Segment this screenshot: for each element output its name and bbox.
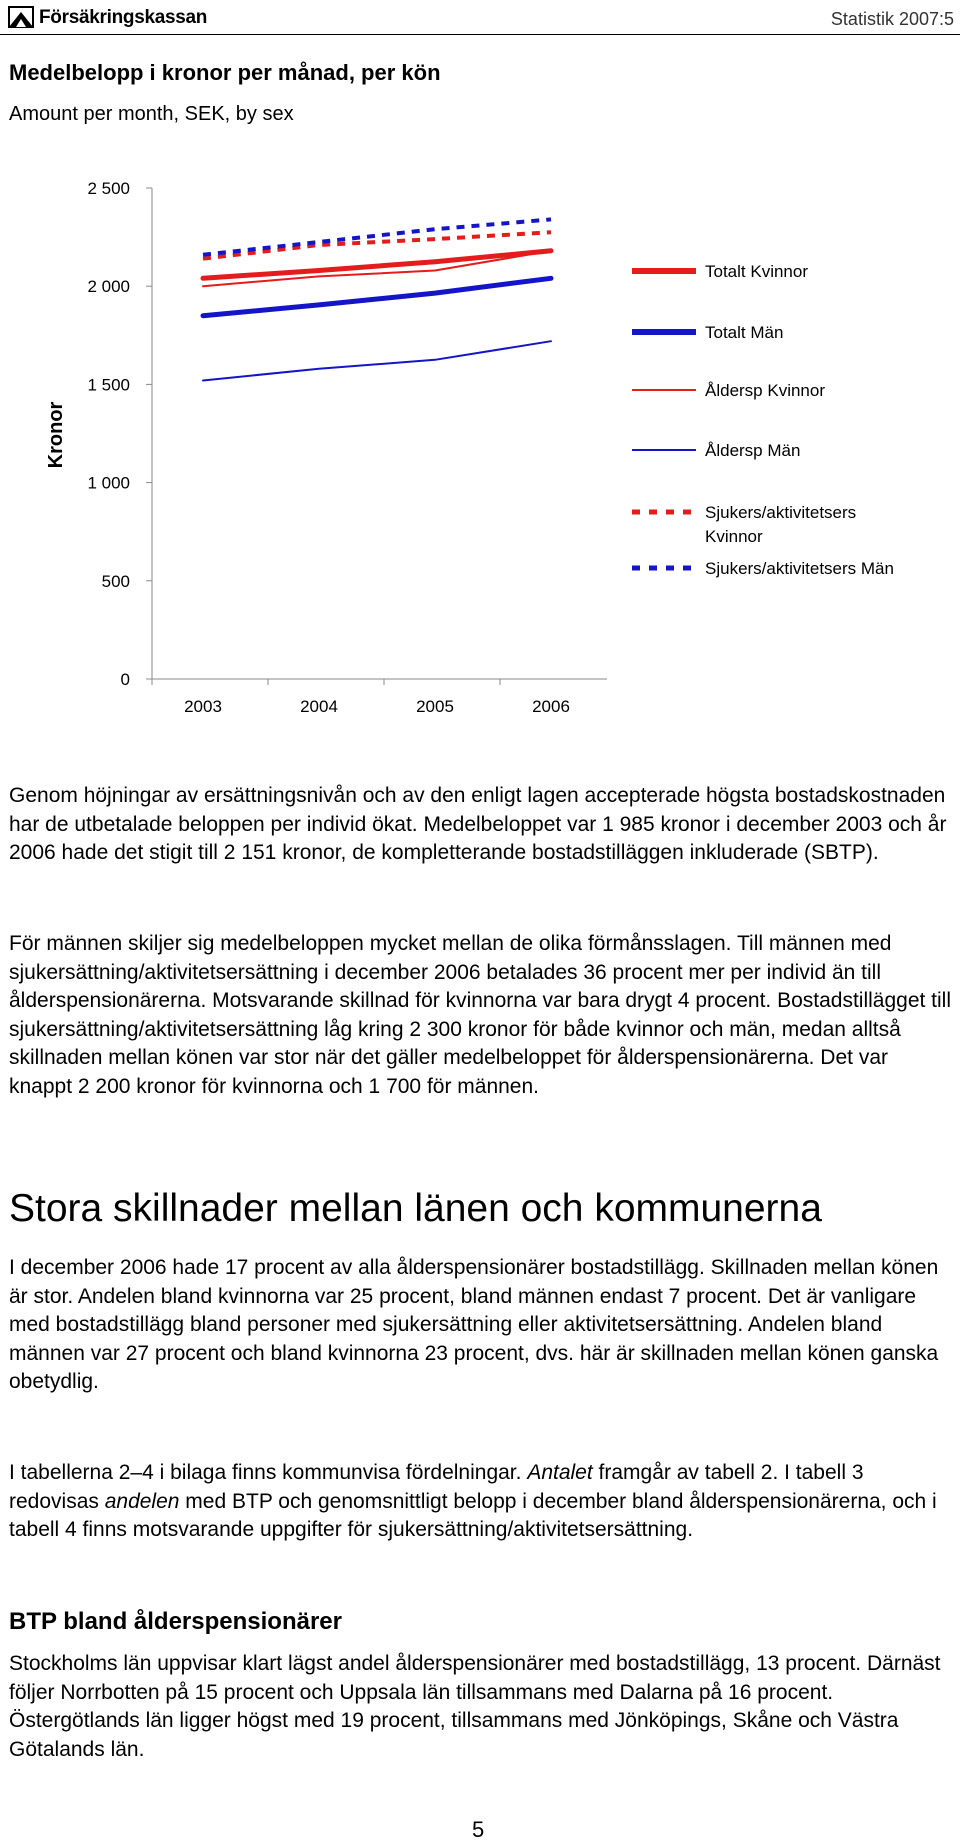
org-name: Försäkringskassan bbox=[39, 7, 208, 28]
paragraph-4-part-e: med BTP och genomsnittligt belopp i december bland ålderspensionärerna, och i tabell 4 finns motsvarande uppgifter för sjukersättning/aktivitetsersättning. bbox=[9, 1489, 937, 1541]
paragraph-2: För männen skiljer sig medelbeloppen mycket mellan de olika förmånsslagen. Till männen med sjukersättning/aktivitetsersättning i december 2006 betalades 36 procent mer per individ än till ålderspensionärerna. Motsvarande skillnad för kvinnorna var bara drygt 4 procent. Bostadstillägget till sjukersättning/aktivitetsersättning låg kring 2 300 kronor för både kvinnor och män, medan alltså skillnaden mellan könen var stor när det gäller medelbeloppet för ålderspensionärerna. Det var knappt 2 200 kronor för kvinnorna och 1 700 för männen. bbox=[9, 932, 952, 1098]
y-tick-label: 1 000 bbox=[87, 473, 130, 493]
series-line bbox=[203, 278, 551, 315]
paragraph-4-emphasis-andelen: andelen bbox=[104, 1489, 180, 1513]
x-tick-label: 2004 bbox=[300, 697, 338, 716]
x-tick-label: 2005 bbox=[416, 697, 454, 716]
figure-title: Medelbelopp i kronor per månad, per kön bbox=[9, 60, 441, 85]
legend-label: Åldersp Kvinnor bbox=[705, 381, 826, 400]
y-tick-label: 500 bbox=[101, 571, 130, 591]
header-rule bbox=[0, 34, 960, 35]
legend-label: Totalt Män bbox=[705, 323, 784, 342]
y-tick-label: 1 500 bbox=[87, 375, 130, 395]
paragraph-4 bbox=[9, 1459, 954, 1545]
paragraph-5: Stockholms län uppvisar klart lägst andel ålderspensionärer med bostadstillägg, 13 procent. Därnäst följer Norrbotten på 15 procent och Uppsala län tillsammans med Dalarna på 16 procent. Östergötlands län ligger högst med 19 procent, tillsammans med Jönköpings, Skåne och Västra Götalands län. bbox=[9, 1652, 941, 1761]
paragraph-4-emphasis-antalet: Antalet bbox=[527, 1461, 593, 1484]
subsection-heading: BTP bland ålderspensionärer bbox=[9, 1608, 342, 1635]
paragraph-4-part-c: framgår av tabell 2. I tabell 3 redovisas bbox=[9, 1461, 864, 1513]
legend-label: Kvinnor bbox=[705, 527, 763, 546]
legend-label: Åldersp Män bbox=[705, 441, 801, 460]
page-number: 5 bbox=[472, 1817, 485, 1842]
series-line bbox=[203, 219, 551, 254]
section-heading: Stora skillnader mellan länen och kommunerna bbox=[9, 1187, 822, 1230]
y-tick-label: 2 500 bbox=[87, 179, 130, 198]
paragraph-4-part-a: I tabellerna 2–4 i bilaga finns kommunvisa fördelningar. bbox=[9, 1461, 528, 1484]
figure-subtitle: Amount per month, SEK, by sex bbox=[9, 103, 294, 125]
line-chart bbox=[0, 170, 960, 730]
legend-label: Totalt Kvinnor bbox=[705, 262, 808, 281]
paragraph-1: Genom höjningar av ersättningsnivån och av den enligt lagen accepterade högsta bostadskostnaden har de utbetalade beloppen per individ ökat. Medelbeloppet var 1 985 kronor i december 2003 och år 2006 hade det stigit till 2 151 kronor, de kompletterande bostadstilläggen inkluderade (SBTP). bbox=[9, 784, 947, 864]
legend-label: Sjukers/aktivitetsers Män bbox=[705, 559, 894, 578]
y-axis-title: Kronor bbox=[45, 401, 67, 469]
y-tick-label: 2 000 bbox=[87, 277, 130, 297]
page-header bbox=[8, 6, 956, 30]
y-tick-label: 0 bbox=[120, 670, 130, 689]
legend-label: Sjukers/aktivitetsers bbox=[705, 503, 857, 522]
x-tick-label: 2006 bbox=[532, 697, 570, 716]
series-line bbox=[203, 341, 551, 380]
report-id: Statistik 2007:5 bbox=[830, 9, 954, 29]
logo-icon bbox=[8, 6, 34, 28]
paragraph-3: I december 2006 hade 17 procent av alla ålderspensionärer bostadstillägg. Skillnaden mellan könen är stor. Andelen bland kvinnorna var 25 procent, bland männen endast 7 procent. Det är vanligare med bostadstillägg bland personer med sjukersättning eller aktivitetsersättning. Andelen bland männen var 27 procent och bland kvinnorna 23 procent, dvs. här är skillnaden mellan könen ganska obetydlig. bbox=[9, 1256, 939, 1393]
x-tick-label: 2003 bbox=[184, 697, 222, 716]
